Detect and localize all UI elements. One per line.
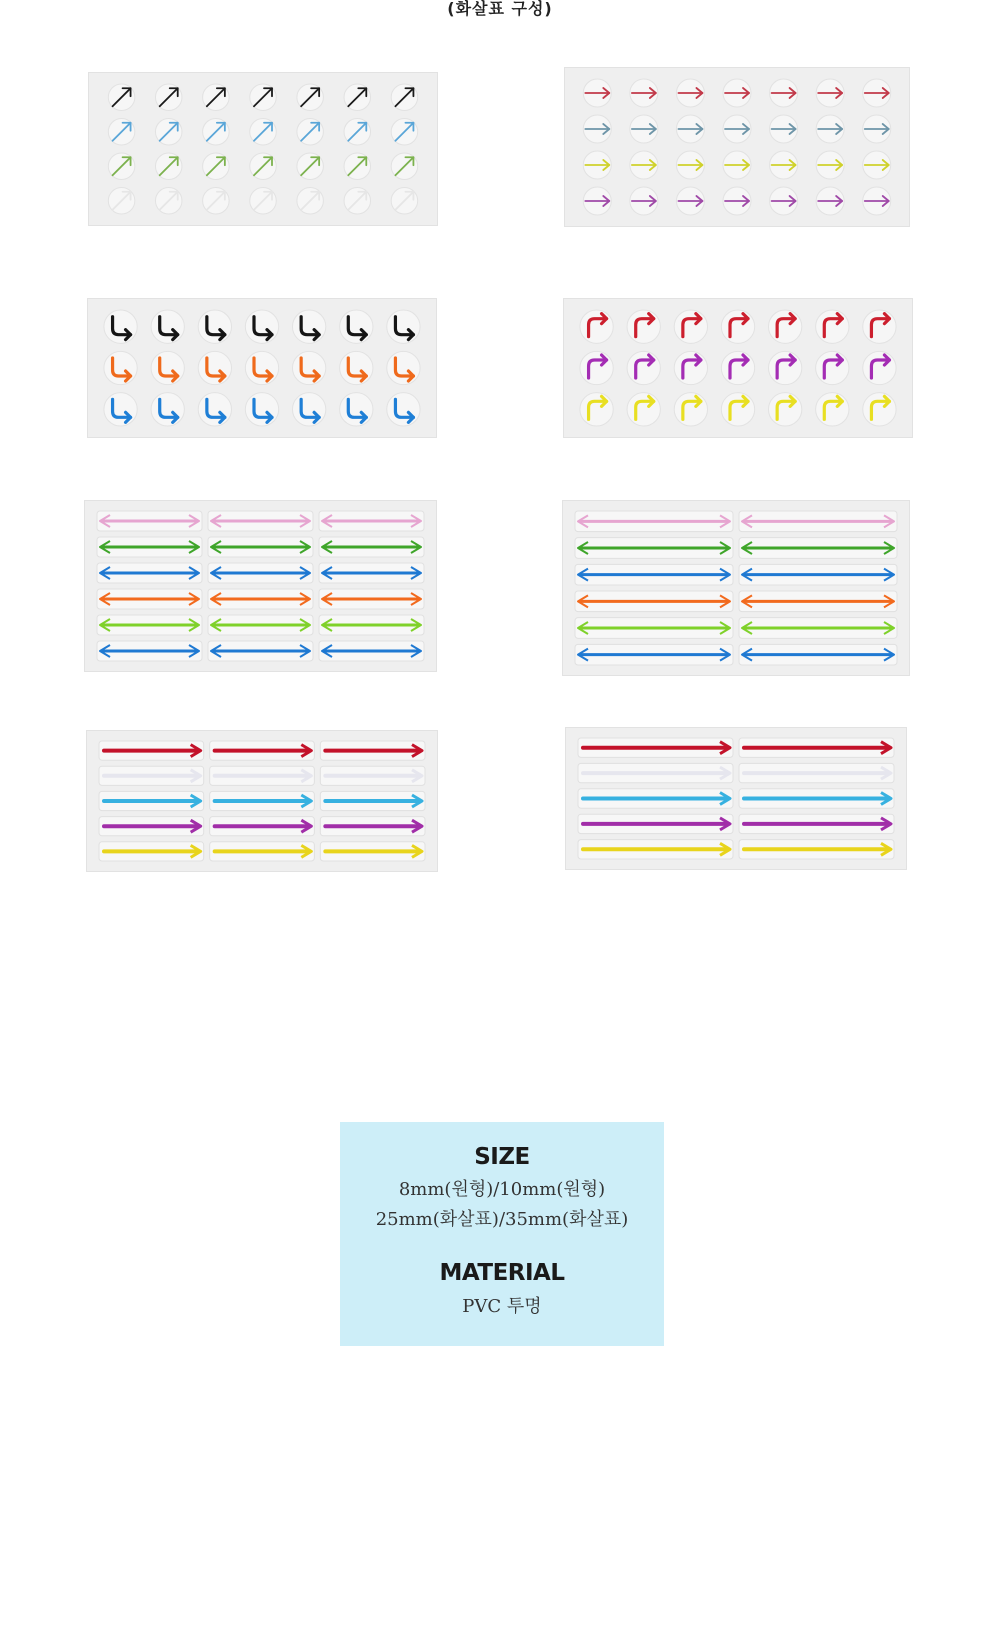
arrow-sticker [863, 115, 891, 143]
arrow-sticker [108, 153, 135, 180]
arrow-sticker [320, 791, 425, 810]
size-heading: SIZE [474, 1144, 530, 1170]
arrow-sticker [723, 151, 751, 179]
arrow-sticker [208, 641, 313, 661]
arrow-sticker [816, 187, 844, 215]
arrow-sticker [676, 115, 704, 143]
arrow-sticker [676, 79, 704, 107]
long-arrow-35mm-sticker-sheet [565, 727, 907, 870]
up-right-curve-sticker-sheet [563, 298, 913, 438]
arrow-sticker [97, 537, 202, 557]
arrow-sticker [292, 393, 325, 426]
arrow-sticker [108, 188, 135, 215]
arrow-sticker [198, 351, 231, 384]
arrow-sticker [391, 153, 418, 180]
double-arrow-25mm-sticker-sheet [84, 500, 437, 672]
arrow-sticker [674, 393, 707, 426]
arrow-sticker [630, 115, 658, 143]
page-title: (화살표 구성) [447, 0, 553, 18]
arrow-sticker [739, 840, 894, 859]
arrow-sticker [320, 842, 425, 861]
arrow-sticker [208, 615, 313, 635]
arrow-sticker [583, 79, 611, 107]
arrow-sticker [391, 119, 418, 146]
arrow-sticker [721, 310, 754, 343]
arrow-sticker [674, 351, 707, 384]
arrow-sticker [210, 766, 315, 785]
arrow-sticker [674, 310, 707, 343]
arrow-sticker [245, 310, 278, 343]
arrow-sticker [344, 84, 371, 111]
material-text: PVC 투명 [462, 1296, 542, 1317]
arrow-sticker [739, 511, 897, 532]
arrow-sticker [816, 310, 849, 343]
arrow-sticker [320, 741, 425, 760]
arrow-sticker [739, 591, 897, 612]
arrow-sticker [863, 151, 891, 179]
arrow-sticker [739, 618, 897, 639]
arrow-sticker [104, 351, 137, 384]
arrow-sticker [580, 393, 613, 426]
arrow-sticker [99, 791, 204, 810]
arrow-sticker [292, 310, 325, 343]
right-arrow-stickers-graphic [564, 67, 910, 227]
arrow-sticker [723, 115, 751, 143]
arrow-sticker [676, 151, 704, 179]
arrow-sticker [319, 589, 424, 609]
arrow-sticker [387, 351, 420, 384]
material-heading: MATERIAL [439, 1260, 565, 1286]
arrow-sticker [97, 511, 202, 531]
arrow-sticker [245, 393, 278, 426]
arrow-sticker [108, 119, 135, 146]
arrow-sticker [99, 766, 204, 785]
arrow-sticker [723, 187, 751, 215]
arrow-sticker [816, 79, 844, 107]
diagonal-arrow-stickers-graphic [88, 72, 438, 226]
arrow-sticker [627, 393, 660, 426]
arrow-sticker [319, 511, 424, 531]
arrow-sticker [97, 641, 202, 661]
arrow-sticker [739, 814, 894, 833]
arrow-sticker [863, 79, 891, 107]
arrow-sticker [575, 511, 733, 532]
arrow-sticker [575, 618, 733, 639]
arrow-sticker [575, 591, 733, 612]
size-arrow-text: 25mm(화살표)/35mm(화살표) [375, 1209, 629, 1230]
arrow-sticker [250, 119, 277, 146]
arrow-sticker [155, 84, 182, 111]
arrow-sticker [108, 84, 135, 111]
arrow-sticker [770, 115, 798, 143]
arrow-sticker [630, 79, 658, 107]
long-arrow-25mm-stickers-graphic [86, 730, 438, 872]
arrow-sticker [676, 187, 704, 215]
arrow-sticker [104, 310, 137, 343]
arrow-sticker [391, 84, 418, 111]
arrow-sticker [198, 393, 231, 426]
arrow-sticker [770, 151, 798, 179]
arrow-sticker [770, 79, 798, 107]
size-round-text: 8mm(원형)/10mm(원형) [398, 1179, 606, 1200]
arrow-sticker [320, 766, 425, 785]
arrow-sticker [250, 84, 277, 111]
arrow-sticker [739, 789, 894, 808]
arrow-sticker [578, 789, 733, 808]
arrow-sticker [391, 188, 418, 215]
arrow-sticker [739, 538, 897, 559]
arrow-sticker [297, 153, 324, 180]
arrow-sticker [344, 153, 371, 180]
arrow-sticker [292, 351, 325, 384]
arrow-sticker [319, 537, 424, 557]
arrow-sticker [208, 511, 313, 531]
arrow-sticker [155, 153, 182, 180]
arrow-sticker [863, 393, 896, 426]
diagonal-arrow-sticker-sheet [88, 72, 438, 226]
down-right-curve-stickers-graphic [87, 298, 437, 438]
arrow-sticker [340, 393, 373, 426]
arrow-sticker [721, 393, 754, 426]
arrow-sticker [344, 188, 371, 215]
arrow-sticker [578, 763, 733, 782]
arrow-sticker [575, 564, 733, 585]
arrow-sticker [575, 538, 733, 559]
arrow-sticker [155, 188, 182, 215]
arrow-sticker [723, 79, 751, 107]
arrow-sticker [387, 310, 420, 343]
arrow-sticker [210, 842, 315, 861]
arrow-sticker [863, 187, 891, 215]
arrow-sticker [250, 153, 277, 180]
arrow-sticker [816, 351, 849, 384]
arrow-sticker [816, 115, 844, 143]
arrow-sticker [721, 351, 754, 384]
arrow-sticker [208, 589, 313, 609]
right-arrow-sticker-sheet [564, 67, 910, 227]
arrow-sticker [739, 738, 894, 757]
arrow-sticker [583, 115, 611, 143]
arrow-sticker [768, 310, 801, 343]
arrow-sticker [387, 393, 420, 426]
arrow-sticker [630, 151, 658, 179]
arrow-sticker [627, 310, 660, 343]
arrow-sticker [203, 153, 230, 180]
long-arrow-35mm-stickers-graphic [565, 727, 907, 870]
arrow-sticker [203, 84, 230, 111]
arrow-sticker [583, 187, 611, 215]
arrow-sticker [208, 537, 313, 557]
arrow-sticker [320, 817, 425, 836]
arrow-sticker [627, 351, 660, 384]
double-arrow-35mm-sticker-sheet [562, 500, 910, 676]
spec-box [340, 1122, 664, 1346]
arrow-sticker [97, 589, 202, 609]
arrow-sticker [583, 151, 611, 179]
arrow-sticker [99, 817, 204, 836]
arrow-sticker [580, 310, 613, 343]
arrow-sticker [770, 187, 798, 215]
arrow-sticker [250, 188, 277, 215]
arrow-sticker [578, 738, 733, 757]
arrow-sticker [319, 615, 424, 635]
arrow-sticker [739, 644, 897, 665]
arrow-sticker [99, 842, 204, 861]
arrow-sticker [739, 763, 894, 782]
arrow-sticker [203, 188, 230, 215]
arrow-sticker [210, 817, 315, 836]
double-arrow-25mm-stickers-graphic [84, 500, 437, 672]
arrow-sticker [210, 791, 315, 810]
arrow-sticker [210, 741, 315, 760]
arrow-sticker [245, 351, 278, 384]
arrow-sticker [203, 119, 230, 146]
arrow-sticker [340, 351, 373, 384]
arrow-sticker [319, 641, 424, 661]
arrow-sticker [739, 564, 897, 585]
arrow-sticker [151, 393, 184, 426]
arrow-sticker [816, 393, 849, 426]
arrow-sticker [768, 351, 801, 384]
arrow-sticker [297, 119, 324, 146]
arrow-sticker [768, 393, 801, 426]
arrow-sticker [816, 151, 844, 179]
arrow-sticker [630, 187, 658, 215]
arrow-sticker [578, 814, 733, 833]
arrow-sticker [155, 119, 182, 146]
long-arrow-25mm-sticker-sheet [86, 730, 438, 872]
arrow-sticker [151, 351, 184, 384]
arrow-sticker [99, 741, 204, 760]
down-right-curve-sticker-sheet [87, 298, 437, 438]
arrow-sticker [319, 563, 424, 583]
arrow-sticker [297, 84, 324, 111]
arrow-sticker [104, 393, 137, 426]
arrow-sticker [580, 351, 613, 384]
arrow-sticker [208, 563, 313, 583]
arrow-sticker [198, 310, 231, 343]
arrow-sticker [297, 188, 324, 215]
arrow-sticker [151, 310, 184, 343]
arrow-sticker [863, 351, 896, 384]
arrow-sticker [97, 615, 202, 635]
double-arrow-35mm-stickers-graphic [562, 500, 910, 676]
arrow-sticker [340, 310, 373, 343]
arrow-sticker [344, 119, 371, 146]
arrow-sticker [578, 840, 733, 859]
arrow-sticker [863, 310, 896, 343]
arrow-sticker [575, 644, 733, 665]
arrow-sticker [97, 563, 202, 583]
up-right-curve-stickers-graphic [563, 298, 913, 438]
